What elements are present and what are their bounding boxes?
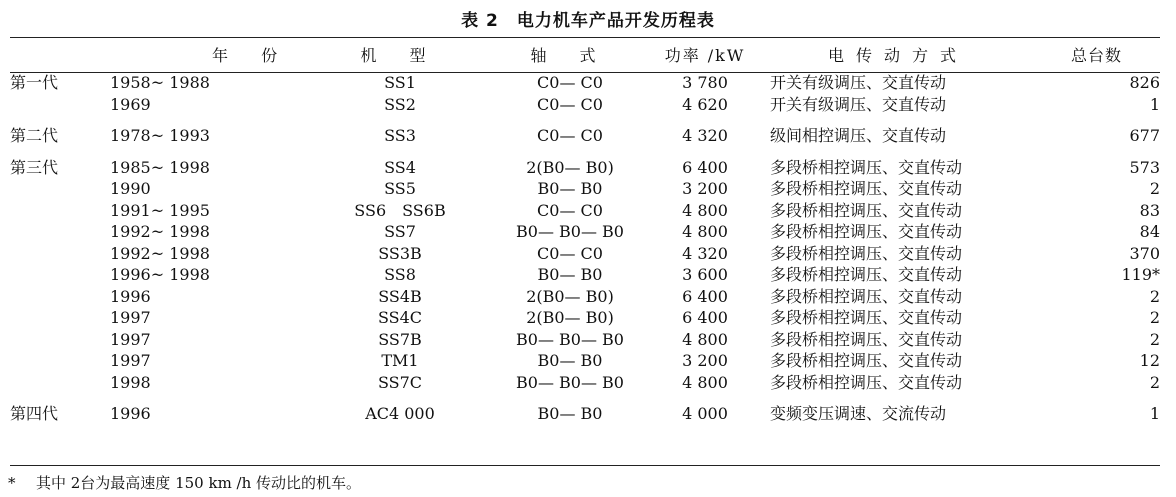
mode-cell: 多段桥相控调压、交直传动 <box>770 351 963 370</box>
model-cell: SS4C <box>377 308 423 327</box>
header-mode: 电传动方式 <box>828 46 969 65</box>
footnote-mark: * <box>8 474 16 492</box>
header-axle: 轴 式 <box>530 46 610 65</box>
table-row <box>10 307 1160 329</box>
mode-cell: 多段桥相控调压、交直传动 <box>770 179 963 198</box>
year-cell: 1991~ 1995 <box>110 200 210 220</box>
mode-cell: 多段桥相控调压、交直传动 <box>770 265 963 284</box>
total-cell: 573 <box>1129 157 1160 177</box>
table-row <box>10 243 1160 265</box>
table-row <box>10 178 1160 200</box>
total-cell: 84 <box>1139 222 1160 241</box>
axle-cell: B0— B0 <box>537 351 603 370</box>
mode-cell: 开关有级调压、交直传动 <box>770 94 947 114</box>
table-row <box>10 286 1160 308</box>
year-cell: 1990 <box>110 179 151 198</box>
table-row <box>10 200 1160 222</box>
table-row <box>10 403 1160 425</box>
year-cell: 1996 <box>110 286 151 306</box>
header-generation <box>10 37 110 72</box>
model-cell: SS6 SS6B <box>354 200 446 220</box>
total-cell: 1 <box>1149 94 1160 114</box>
power-cell: 4 000 <box>682 404 728 423</box>
group-spacer <box>10 147 1160 157</box>
total-cell: 826 <box>1129 73 1160 92</box>
generation-cell <box>10 264 110 286</box>
power-cell: 6 400 <box>682 308 728 327</box>
generation-cell <box>10 94 110 116</box>
axle-cell: C0— C0 <box>537 126 603 145</box>
total-cell: 119* <box>1121 265 1160 284</box>
mode-cell: 多段桥相控调压、交直传动 <box>770 308 963 327</box>
axle-cell: C0— C0 <box>537 200 603 220</box>
power-cell: 6 400 <box>682 157 728 177</box>
axle-cell: B0— B0 <box>537 404 603 423</box>
table-row <box>10 125 1160 147</box>
generation-cell <box>10 200 110 222</box>
table-row <box>10 221 1160 243</box>
total-cell: 2 <box>1149 179 1160 198</box>
header-total: 总台数 <box>1070 46 1122 65</box>
bottom-rule <box>10 465 1160 466</box>
axle-cell: C0— C0 <box>537 243 603 263</box>
axle-cell: 2(B0— B0) <box>526 157 614 177</box>
total-cell: 1 <box>1149 404 1160 423</box>
footnote-text: 其中 2台为最高速度 150 km /h 传动比的机车。 <box>36 474 362 492</box>
year-cell: 1978~ 1993 <box>110 126 210 145</box>
group-spacer <box>10 393 1160 403</box>
year-cell: 1992~ 1998 <box>110 243 210 263</box>
model-cell: SS3 <box>384 126 416 145</box>
power-cell: 4 800 <box>682 372 728 392</box>
year-cell: 1985~ 1998 <box>110 157 210 177</box>
mode-cell: 开关有级调压、交直传动 <box>770 73 947 92</box>
year-cell: 1992~ 1998 <box>110 222 210 241</box>
total-cell: 12 <box>1139 351 1160 370</box>
table-row <box>10 72 1160 94</box>
axle-cell: C0— C0 <box>537 73 603 92</box>
axle-cell: B0— B0 <box>537 265 603 284</box>
power-cell: 6 400 <box>682 286 728 306</box>
year-cell: 1998 <box>110 372 151 392</box>
power-cell: 4 800 <box>682 329 728 349</box>
table-row <box>10 350 1160 372</box>
mode-cell: 多段桥相控调压、交直传动 <box>770 157 963 177</box>
model-cell: SS5 <box>384 179 416 198</box>
axle-cell: B0— B0— B0 <box>516 222 624 241</box>
power-cell: 3 200 <box>682 179 728 198</box>
power-cell: 4 320 <box>682 126 728 145</box>
axle-cell: 2(B0— B0) <box>526 286 614 306</box>
mode-cell: 多段桥相控调压、交直传动 <box>770 329 963 349</box>
axle-cell: C0— C0 <box>537 94 603 114</box>
power-cell: 3 600 <box>682 265 728 284</box>
generation-cell <box>10 372 110 394</box>
total-cell: 370 <box>1129 243 1160 263</box>
table-row <box>10 329 1160 351</box>
power-cell: 4 320 <box>682 243 728 263</box>
year-cell: 1969 <box>110 94 151 114</box>
mode-cell: 多段桥相控调压、交直传动 <box>770 243 963 263</box>
total-cell: 2 <box>1149 308 1160 327</box>
header-year: 年 份 <box>212 46 292 65</box>
model-cell: AC4 000 <box>365 404 435 423</box>
mode-cell: 变频变压调速、交流传动 <box>770 404 947 423</box>
generation-cell: 第一代 <box>10 73 59 92</box>
table-row <box>10 94 1160 116</box>
generation-cell: 第二代 <box>10 126 59 145</box>
power-cell: 3 780 <box>682 73 728 92</box>
table-title: 表 2 电力机车产品开发历程表 <box>461 11 715 31</box>
power-cell: 4 800 <box>682 222 728 241</box>
power-cell: 3 200 <box>682 351 728 370</box>
year-cell: 1997 <box>110 308 151 327</box>
model-cell: SS8 <box>384 265 416 284</box>
total-cell: 2 <box>1149 286 1160 306</box>
model-cell: SS1 <box>384 73 416 92</box>
total-cell: 2 <box>1149 329 1160 349</box>
generation-cell <box>10 307 110 329</box>
year-cell: 1997 <box>110 329 151 349</box>
table-row <box>10 372 1160 394</box>
power-cell: 4 800 <box>682 200 728 220</box>
year-cell: 1996 <box>110 404 151 423</box>
model-cell: TM1 <box>381 351 419 370</box>
generation-cell: 第四代 <box>10 404 59 423</box>
axle-cell: B0— B0 <box>537 179 603 198</box>
total-cell: 2 <box>1149 372 1160 392</box>
axle-cell: B0— B0— B0 <box>516 372 624 392</box>
mode-cell: 多段桥相控调压、交直传动 <box>770 372 963 392</box>
table-row <box>10 157 1160 179</box>
group-spacer <box>10 115 1160 125</box>
year-cell: 1996~ 1998 <box>110 265 210 284</box>
footnote <box>8 472 361 493</box>
model-cell: SS2 <box>384 94 416 114</box>
table-row <box>10 264 1160 286</box>
mode-cell: 多段桥相控调压、交直传动 <box>770 200 963 220</box>
total-cell: 677 <box>1129 126 1160 145</box>
table-body <box>10 72 1160 425</box>
generation-cell <box>10 329 110 351</box>
generation-cell <box>10 178 110 200</box>
power-cell: 4 620 <box>682 94 728 114</box>
year-cell: 1958~ 1988 <box>110 73 210 92</box>
axle-cell: 2(B0— B0) <box>526 308 614 327</box>
model-cell: SS7C <box>377 372 423 392</box>
generation-cell <box>10 221 110 243</box>
total-cell: 83 <box>1139 200 1160 220</box>
generation-cell: 第三代 <box>10 157 59 177</box>
axle-cell: B0— B0— B0 <box>516 329 624 349</box>
header-power: 功率 /kW <box>664 46 746 65</box>
year-cell: 1997 <box>110 351 151 370</box>
mode-cell: 多段桥相控调压、交直传动 <box>770 286 963 306</box>
mode-cell: 级间相控调压、交直传动 <box>770 126 947 145</box>
mode-cell: 多段桥相控调压、交直传动 <box>770 222 963 241</box>
generation-cell <box>10 350 110 372</box>
locomotive-table <box>10 37 1160 425</box>
model-cell: SS4B <box>378 286 422 306</box>
model-cell: SS7 <box>384 222 416 241</box>
generation-cell <box>10 286 110 308</box>
model-cell: SS4 <box>384 157 416 177</box>
model-cell: SS7B <box>378 329 422 349</box>
header-row <box>10 37 1160 72</box>
model-cell: SS3B <box>378 243 422 263</box>
header-model: 机 型 <box>360 46 440 65</box>
generation-cell <box>10 243 110 265</box>
